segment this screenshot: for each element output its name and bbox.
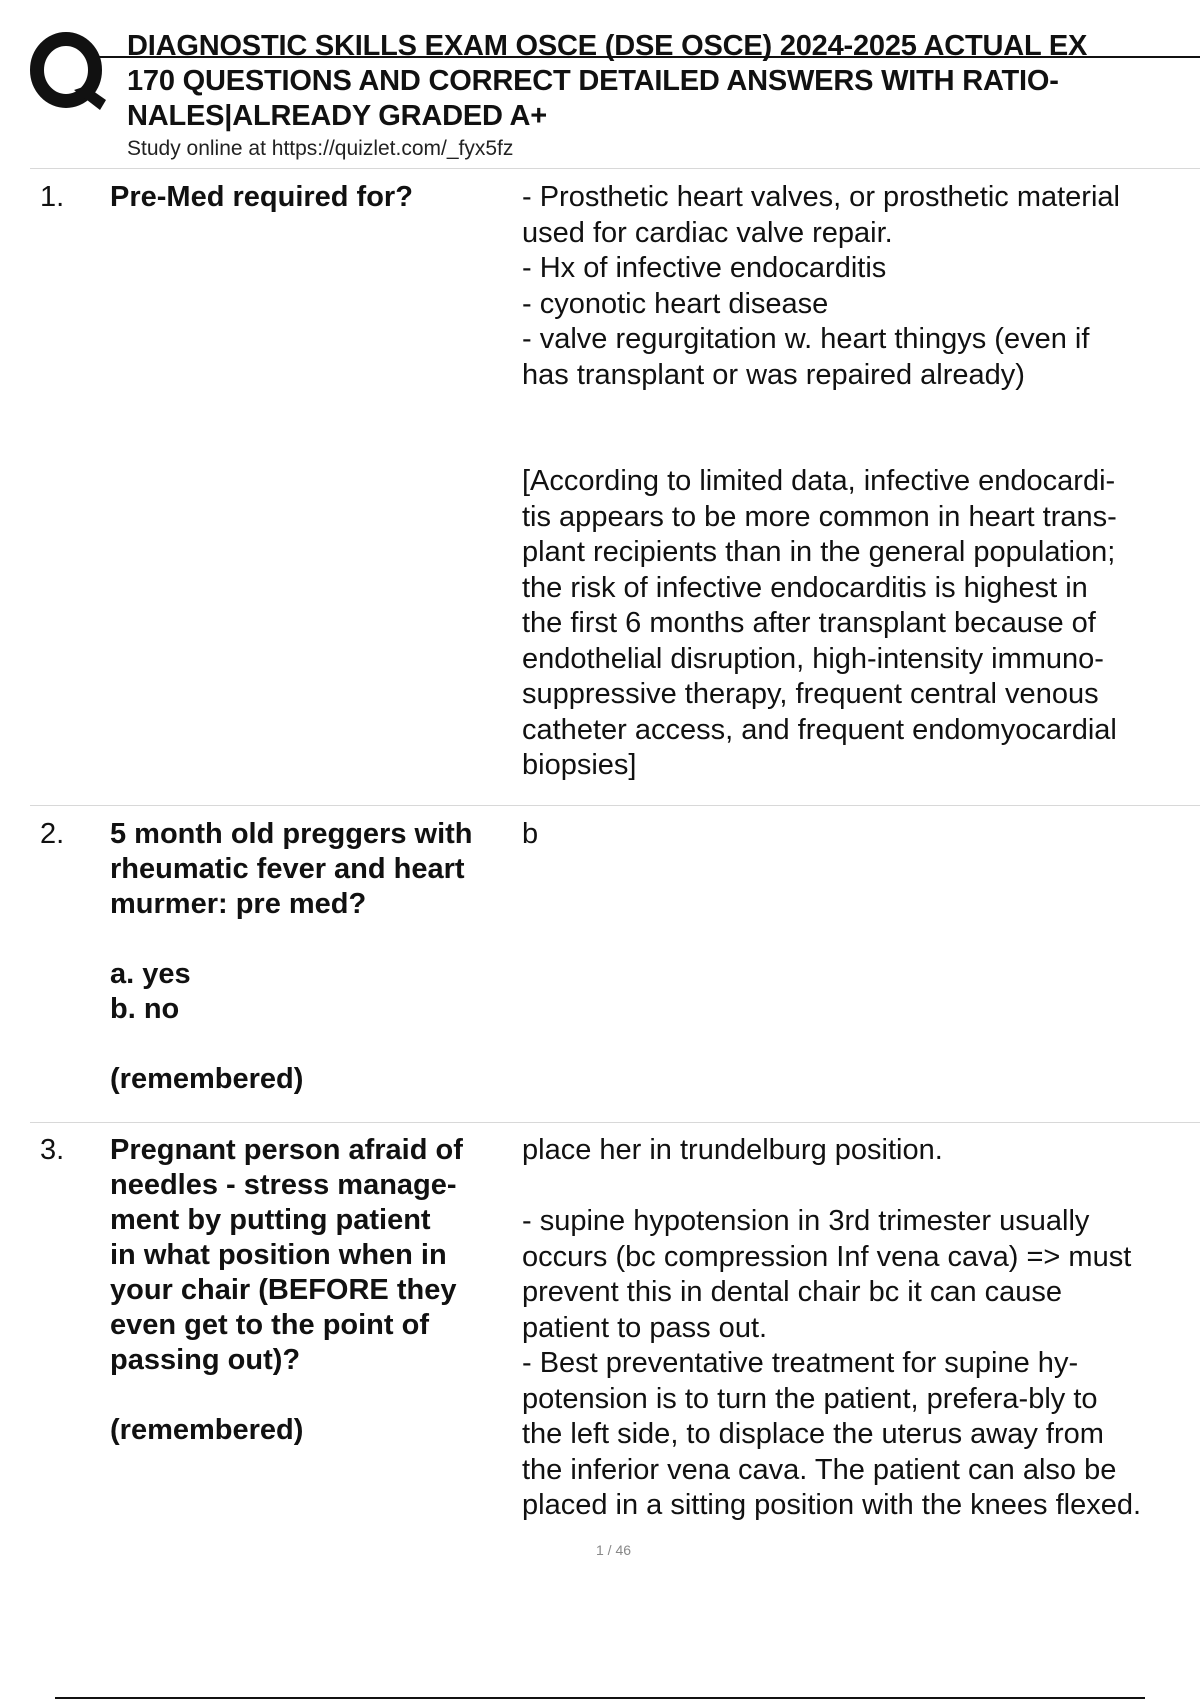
card-number: 1. [40,181,65,213]
card-number: 3. [40,1134,65,1166]
divider [30,805,1200,806]
quizlet-logo-icon [30,30,106,114]
card-question: Pre-Med required for? [110,181,413,213]
divider [30,168,1200,169]
footer-rule [55,1697,1145,1699]
card-answer: place her in trundelburg position. - supine hypotension in 3rd trimester usually occurs (bc compression Inf vena cava) => must prevent this in dental chair bc it can cause patient to pass out. - Best preventative treatment for supine hy- potension is to turn the patient, prefera-bly to the left side, to displace the uterus away from the inferior vena cava. The patient can also be placed in a sitting position with the knees flexed. [522,1134,1142,1521]
card-answer: - Prosthetic heart valves, or prosthetic material used for cardiac valve repair. - Hx of infective endocarditis - cyonotic heart disease - valve regurgitation w. heart thingys (even if has transplant or was repaired already) [According to limited data, infective endocardi- tis appears to be more common in heart trans- plant recipients than in the general population; the risk of infective endocarditis is highest in the first 6 months after transplant because of endothelial disruption, high-intensity immuno- suppressive therapy, frequent central venous catheter access, and frequent endomyocardial biopsies] [522,181,1120,781]
card-question: Pregnant person afraid of needles - stress manage- ment by putting patient in what position when in your chair (BEFORE they even get to the point of passing out)? (remembered) [110,1134,463,1446]
document-title: DIAGNOSTIC SKILLS EXAM OSCE (DSE OSCE) 2024-2025 ACTUAL EX 170 QUESTIONS AND CORRECT DETAILED ANSWERS WITH RATIO- NALES|ALREADY GRADED A+ [127,30,1088,132]
study-link[interactable]: Study online at https://quizlet.com/_fyx5fz [127,137,514,160]
card-question: 5 month old preggers with rheumatic fever and heart murmer: pre med? a. yes b. no (remembered) [110,818,473,1095]
divider [30,1122,1200,1123]
page-indicator: 1 / 46 [596,1542,632,1558]
card-number: 2. [40,818,65,850]
card-answer: b [522,818,539,850]
